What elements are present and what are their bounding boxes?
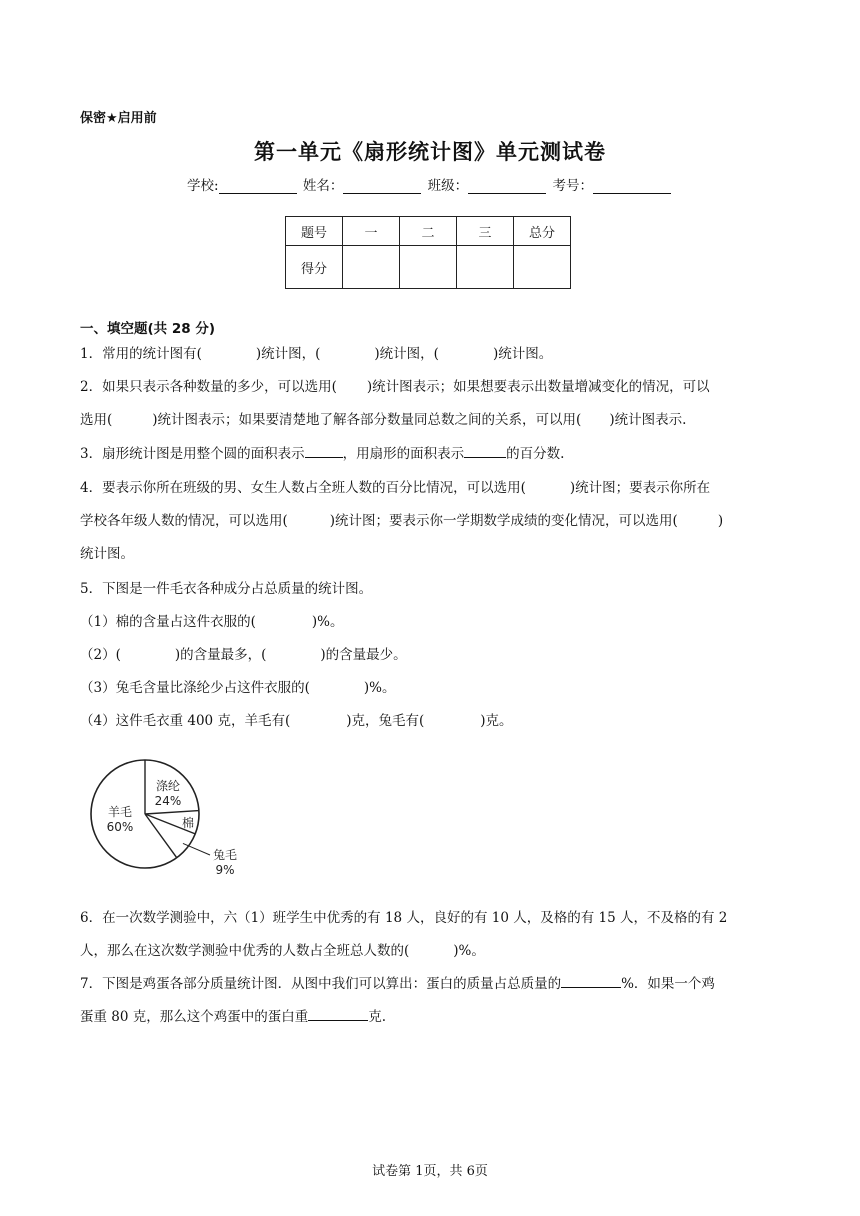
q4-text: 统计图。: [80, 546, 134, 562]
q2-text: )统计图表示.: [609, 412, 687, 428]
score-table-header: 三: [457, 217, 514, 246]
question-5-2: [80, 639, 785, 672]
q4-text: )统计图；要表示你一学期数学成绩的变化情况，可以选用(: [329, 513, 678, 529]
school-label: 学校:: [187, 178, 219, 194]
score-table-header: 题号: [286, 217, 343, 246]
name-label: 姓名：: [302, 178, 344, 194]
q5-text: （3）兔毛含量比涤纶少占这件衣服的(: [80, 680, 310, 696]
q7-text: 蛋重 80 克，那么这个鸡蛋中的蛋白重: [80, 1009, 309, 1025]
score-cell[interactable]: [457, 246, 514, 289]
score-cell[interactable]: [514, 246, 571, 289]
q5-text: （4）这件毛衣重 400 克，羊毛有(: [80, 713, 291, 729]
pie-label-polyester: 涤纶 24%: [154, 779, 182, 808]
name-field[interactable]: [343, 179, 421, 194]
question-7: [80, 968, 785, 1034]
exam-no-label: 考号：: [552, 178, 593, 194]
pie-label-wool: 羊毛 60%: [106, 805, 134, 834]
q5-text: )%。: [311, 614, 344, 630]
q4-text: )统计图；要表示你所在: [569, 480, 711, 496]
answer-blank[interactable]: [464, 443, 506, 458]
school-field[interactable]: [219, 179, 297, 194]
q5-text: )克。: [480, 713, 513, 729]
page-title: 第一单元《扇形统计图》单元测试卷: [254, 140, 606, 164]
score-cell[interactable]: [400, 246, 457, 289]
answer-blank[interactable]: [308, 1006, 368, 1021]
q3-text: 3．扇形统计图是用整个圆的面积表示: [80, 446, 305, 462]
question-2: [80, 371, 785, 437]
q2-text: )统计图表示；如果要清楚地了解各部分数量同总数之间的关系，可以用(: [152, 412, 582, 428]
q7-text: 7．下图是鸡蛋各部分质量统计图．从图中我们可以算出：蛋白的质量占总质量的: [80, 976, 562, 992]
q6-text: )%。: [453, 943, 485, 959]
q5-text: )%。: [363, 680, 396, 696]
q5-text: )克，兔毛有(: [346, 713, 425, 729]
score-table: [285, 216, 571, 289]
q2-text: 2．如果只表示各种数量的多少，可以选用(: [80, 379, 337, 395]
score-cell[interactable]: [343, 246, 400, 289]
question-5-1: [80, 606, 785, 639]
q5-text: （2）(: [80, 647, 121, 663]
score-row-label: 得分: [286, 246, 343, 289]
question-1: [80, 338, 785, 371]
q1-text: )统计图。: [492, 346, 553, 362]
question-5-stem: 5．下图是一件毛衣各种成分占总质量的统计图。: [80, 581, 373, 597]
pie-label-cotton: 棉: [181, 816, 195, 830]
question-4: [80, 472, 785, 571]
question-5-4: [80, 705, 785, 738]
q5-text: （1）棉的含量占这件衣服的(: [80, 614, 256, 630]
question-3: [80, 438, 785, 471]
exam-no-field[interactable]: [593, 179, 671, 194]
q2-text: )统计图表示；如果想要表示出数量增减变化的情况，可以: [366, 379, 710, 395]
section-heading: 一、填空题(共 28 分): [80, 321, 216, 337]
student-info-line: [0, 174, 860, 194]
page-footer: 试卷第 1页，共 6页: [372, 1164, 488, 1179]
pie-slice-edge-棉: [145, 811, 199, 814]
class-field[interactable]: [468, 179, 546, 194]
q4-text: ): [717, 513, 724, 529]
confidential-mark: 保密★启用前: [80, 111, 157, 126]
answer-blank[interactable]: [561, 973, 621, 988]
score-table-header: 二: [400, 217, 457, 246]
q6-text: 6．在一次数学测验中，六（1）班学生中优秀的有 18 人，良好的有 10 人，及格的有 15 人，不及格的有 2: [80, 910, 728, 926]
q5-text: )的含量最少。: [320, 647, 407, 663]
question-6: [80, 902, 785, 968]
class-label: 班级：: [427, 178, 469, 194]
answer-blank[interactable]: [305, 443, 343, 458]
q4-text: 学校各年级人数的情况，可以选用(: [80, 513, 288, 529]
q2-text: 选用(: [80, 412, 113, 428]
q1-text: )统计图，(: [374, 346, 439, 362]
q5-text: )的含量最多，(: [174, 647, 267, 663]
score-table-header: 一: [343, 217, 400, 246]
q1-text: )统计图，(: [255, 346, 321, 362]
q4-text: 4．要表示你所在班级的男、女生人数占全班人数的百分比情况，可以选用(: [80, 480, 526, 496]
question-5-3: [80, 672, 785, 705]
sweater-composition-pie-chart: [80, 752, 280, 887]
q3-text: 的百分数.: [506, 446, 565, 462]
q7-text: 克.: [368, 1009, 387, 1025]
q1-text: 1．常用的统计图有(: [80, 346, 202, 362]
q6-text: 人，那么在这次数学测验中优秀的人数占全班总人数的(: [80, 943, 410, 959]
score-table-header: 总分: [514, 217, 571, 246]
pie-label-rabbit-hair: 兔毛 9%: [212, 848, 238, 877]
q7-text: %．如果一个鸡: [621, 976, 715, 992]
q3-text: ，用扇形的面积表示: [342, 446, 465, 462]
